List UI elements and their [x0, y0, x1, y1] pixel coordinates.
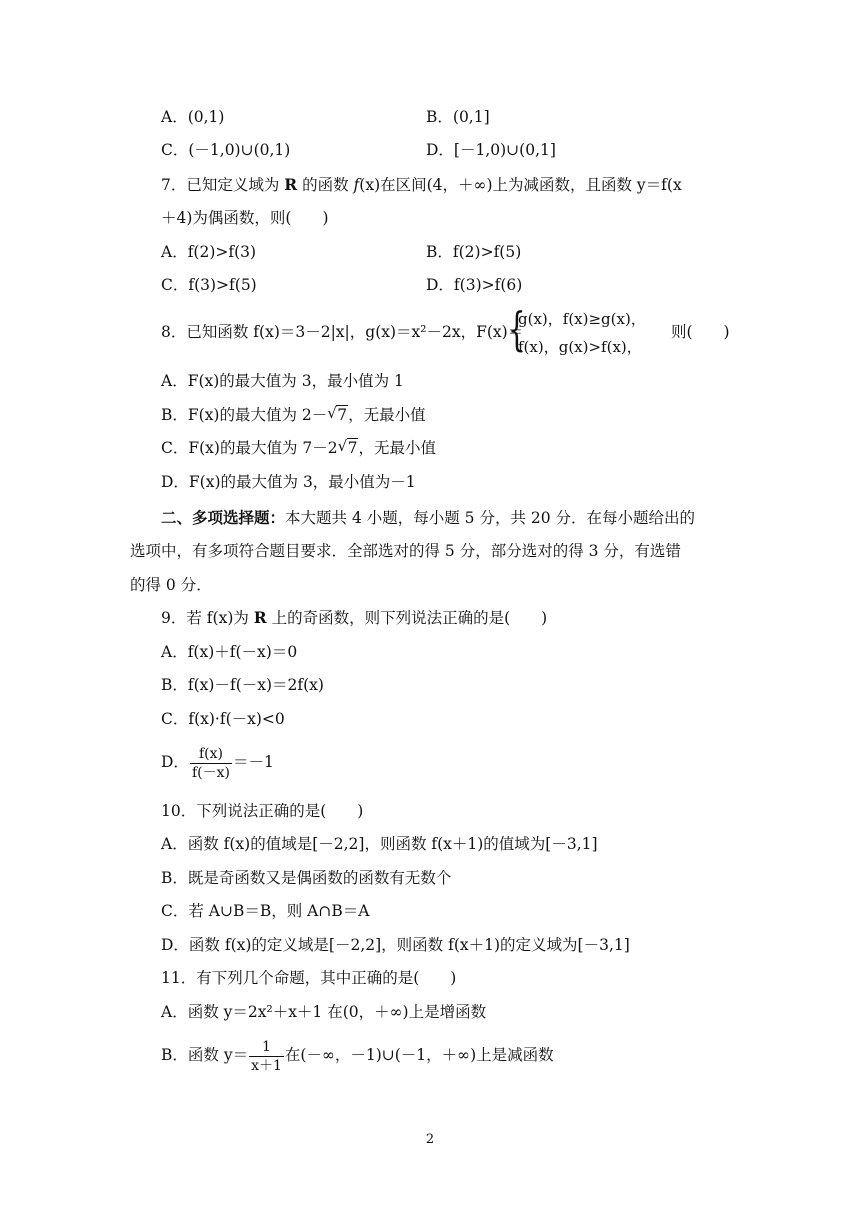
section2-line2: 选项中，有多项符合题目要求．全部选对的得 5 分，部分选对的得 3 分，有选错	[130, 542, 681, 560]
sqrt-icon: √ 7	[327, 405, 348, 425]
q7-option-c: C．f(3)>f(5)	[161, 276, 257, 294]
q11-stem: 11．有下列几个命题，其中正确的是( )	[161, 969, 457, 987]
q6-option-d: D．[－1,0)∪(0,1]	[426, 141, 556, 159]
q7-option-a: A．f(2)>f(3)	[161, 243, 257, 261]
q9-bold-r: R	[253, 608, 267, 627]
q9-option-d-label: D．	[161, 753, 189, 771]
q8-option-c-tail: ，无最小值	[358, 439, 436, 457]
q8-option-d: D．F(x)的最大值为 3，最小值为－1	[161, 473, 416, 491]
q6-option-a: A．(0,1)	[161, 108, 225, 126]
q8-tail: 则( )	[671, 323, 730, 341]
q9-option-d	[161, 744, 274, 782]
q10-option-c: C．若 A∪B＝B，则 A∩B＝A	[161, 902, 370, 920]
q8-option-c	[161, 438, 436, 458]
q8-case-2: f(x)，g(x)>f(x)，	[518, 338, 642, 356]
q9-fraction: $\frac{f(x)}{f(-x)}$	[191, 745, 230, 781]
q8-stem: 8．已知函数 f(x)＝3－2|x|，g(x)＝x²－2x，F(x)＝	[161, 323, 524, 341]
q7-stem-line2: ＋4)为偶函数，则( )	[161, 209, 329, 227]
q7-stem-line1	[161, 175, 682, 195]
q11-option-b-text: B．函数 y＝	[161, 1046, 249, 1064]
q9-option-a: A．f(x)＋f(－x)＝0	[161, 643, 298, 661]
q9-stem-text: 9．若 f(x)为	[161, 609, 254, 627]
q11-fraction: $\frac{1}{x+1}$	[251, 1038, 282, 1074]
q8-option-c-text: C．F(x)的最大值为 7－2	[161, 439, 338, 457]
section2-title: 二、多项选择题：	[161, 508, 286, 527]
sqrt-icon: √ 7	[338, 438, 359, 458]
q7-stem-text-3: (x)在区间(4，＋∞)上为减函数，且函数 y＝f(x	[359, 176, 682, 194]
q7-f: f	[353, 176, 360, 194]
section2-text: 本大题共 4 小题，每小题 5 分，共 20 分．在每小题给出的	[285, 509, 696, 527]
q8-option-b-text: B．F(x)的最大值为 2－	[161, 406, 328, 424]
q8-piecewise	[508, 302, 648, 362]
q7-option-b: B．f(2)>f(5)	[426, 243, 522, 261]
q8-case-1: g(x)，f(x)≥g(x)，	[518, 310, 646, 328]
q11-option-b	[161, 1036, 554, 1075]
q10-stem: 10．下列说法正确的是( )	[161, 802, 364, 820]
section2-line3: 的得 0 分．	[130, 576, 212, 594]
q8-option-b	[161, 405, 426, 425]
section2-line1	[161, 508, 695, 528]
q9-stem	[161, 608, 547, 628]
q9-option-b: B．f(x)－f(－x)＝2f(x)	[161, 676, 324, 694]
q7-bold-r: R	[284, 175, 298, 194]
q11-option-b-tail: 在(－∞，－1)∪(－1，＋∞)上是减函数	[284, 1046, 554, 1064]
q10-option-a: A．函数 f(x)的值域是[－2,2]，则函数 f(x＋1)的值域为[－3,1]	[161, 835, 598, 853]
q6-option-c: C．(－1,0)∪(0,1)	[161, 141, 291, 159]
q7-stem-text: 7．已知定义域为	[161, 176, 285, 194]
q8-option-a: A．F(x)的最大值为 3，最小值为 1	[161, 372, 404, 390]
q11-option-a: A．函数 y＝2x²＋x＋1 在(0，＋∞)上是增函数	[161, 1003, 487, 1021]
q9-stem-tail: 上的奇函数，则下列说法正确的是( )	[266, 609, 548, 627]
page-number: 2	[425, 1132, 435, 1147]
q7-stem-text-2: 的函数	[297, 176, 354, 194]
q8-option-b-tail: ，无最小值	[348, 406, 426, 424]
q10-option-d: D．函数 f(x)的定义域是[－2,2]，则函数 f(x＋1)的定义域为[－3,1]	[161, 936, 630, 954]
brace-icon: {	[508, 302, 526, 356]
q6-option-b: B．(0,1]	[426, 108, 490, 126]
q9-option-d-tail: ＝－1	[232, 753, 274, 771]
q9-option-c: C．f(x)·f(－x)<0	[161, 710, 285, 728]
q10-option-b: B．既是奇函数又是偶函数的函数有无数个	[161, 869, 452, 887]
q7-option-d: D．f(3)>f(6)	[426, 276, 523, 294]
